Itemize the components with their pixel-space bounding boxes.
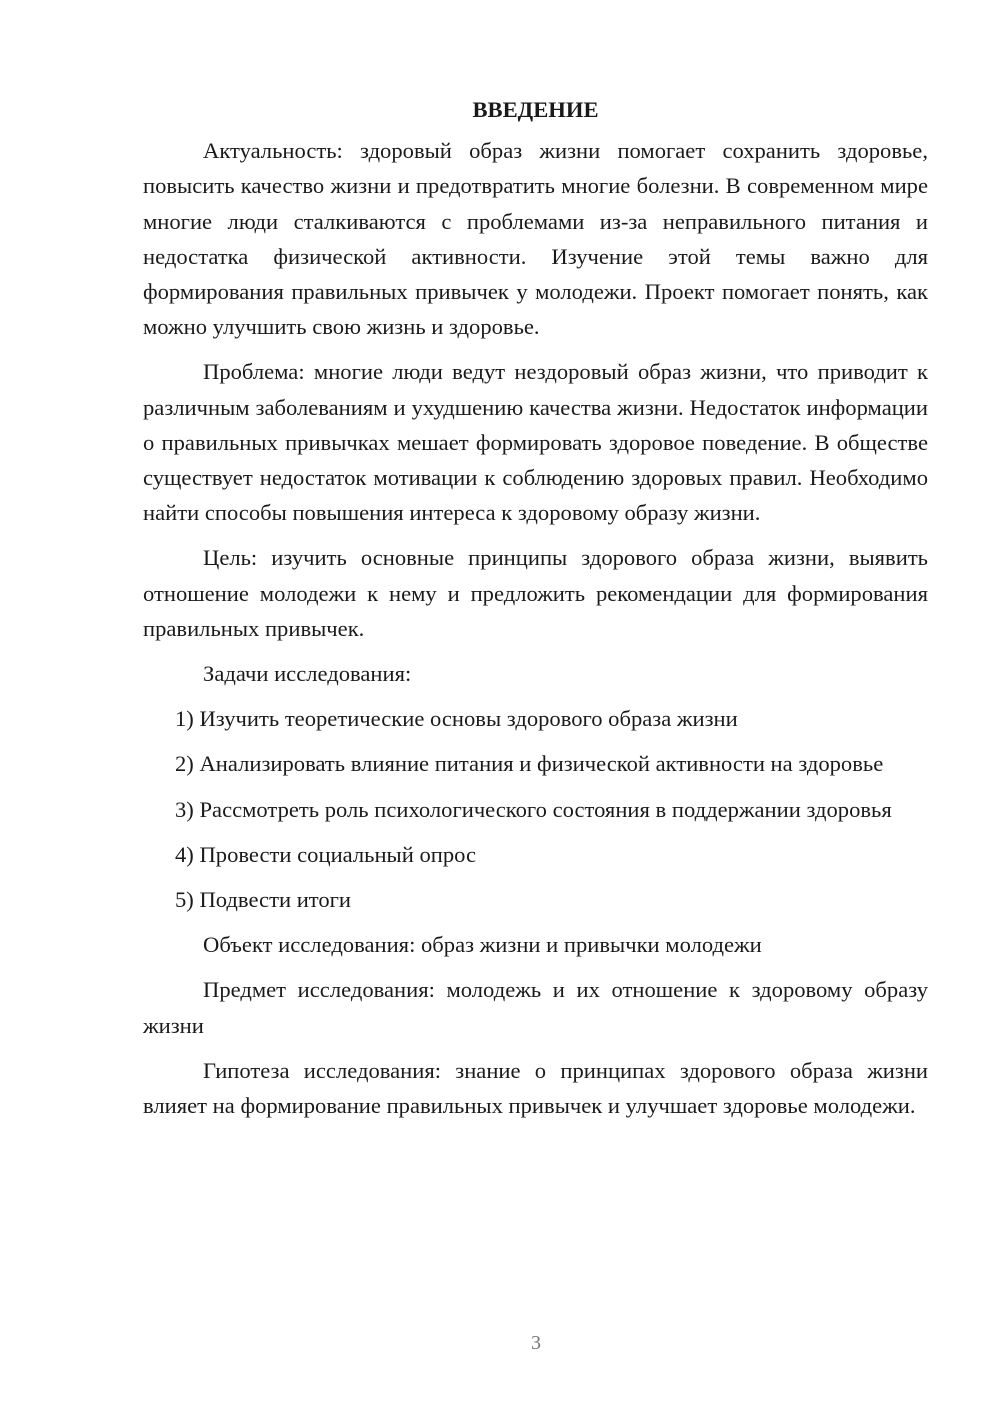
object-paragraph: Объект исследования: образ жизни и привычки молодежи [203, 932, 762, 958]
task-item-1: 1) Изучить теоретические основы здорового образа жизни [175, 706, 738, 732]
goal-paragraph: Цель: изучить основные принципы здорового образа жизни, выявить отношение молодежи к нему и предложить рекомендации для формирования правильных привычек. [143, 545, 928, 641]
section-title: ВВЕДЕНИЕ [472, 97, 599, 122]
problem-paragraph: Проблема: многие люди ведут нездоровый образ жизни, что приводит к различным заболеваниям и ухудшению качества жизни. Недостаток информации о правильных привычках мешает формировать здоровое поведение. В обществе существует недостаток мотивации к соблюдению здоровых правил. Необходимо найти способы повышения интереса к здоровому образу жизни. [143, 359, 928, 526]
task-item-2: 2) Анализировать влияние питания и физической активности на здоровье [175, 751, 884, 777]
hypothesis-paragraph: Гипотеза исследования: знание о принципах здорового образа жизни влияет на формирование правильных привычек и улучшает здоровье молодежи. [143, 1057, 928, 1119]
subject-paragraph: Предмет исследования: молодежь и их отношение к здоровому образу жизни [143, 977, 928, 1038]
page-number: 3 [531, 1332, 541, 1354]
relevance-paragraph: Актуальность: здоровый образ жизни помогает сохранить здоровье, повысить качество жизни и предотвратить многие болезни. В современном мире многие люди сталкиваются с проблемами из-за неправильного питания и недостатка физической активности. Изучение этой темы важно для формирования правильных привычек у молодежи. Проект помогает понять, как можно улучшить свою жизнь и здоровье. [143, 138, 928, 340]
document-body [143, 92, 928, 1133]
task-item-3: 3) Рассмотреть роль психологического состояния в поддержании здоровья [175, 796, 892, 822]
task-item-4: 4) Провести социальный опрос [175, 841, 477, 867]
task-item-5: 5) Подвести итоги [175, 887, 352, 913]
tasks-heading: Задачи исследования: [203, 661, 412, 687]
